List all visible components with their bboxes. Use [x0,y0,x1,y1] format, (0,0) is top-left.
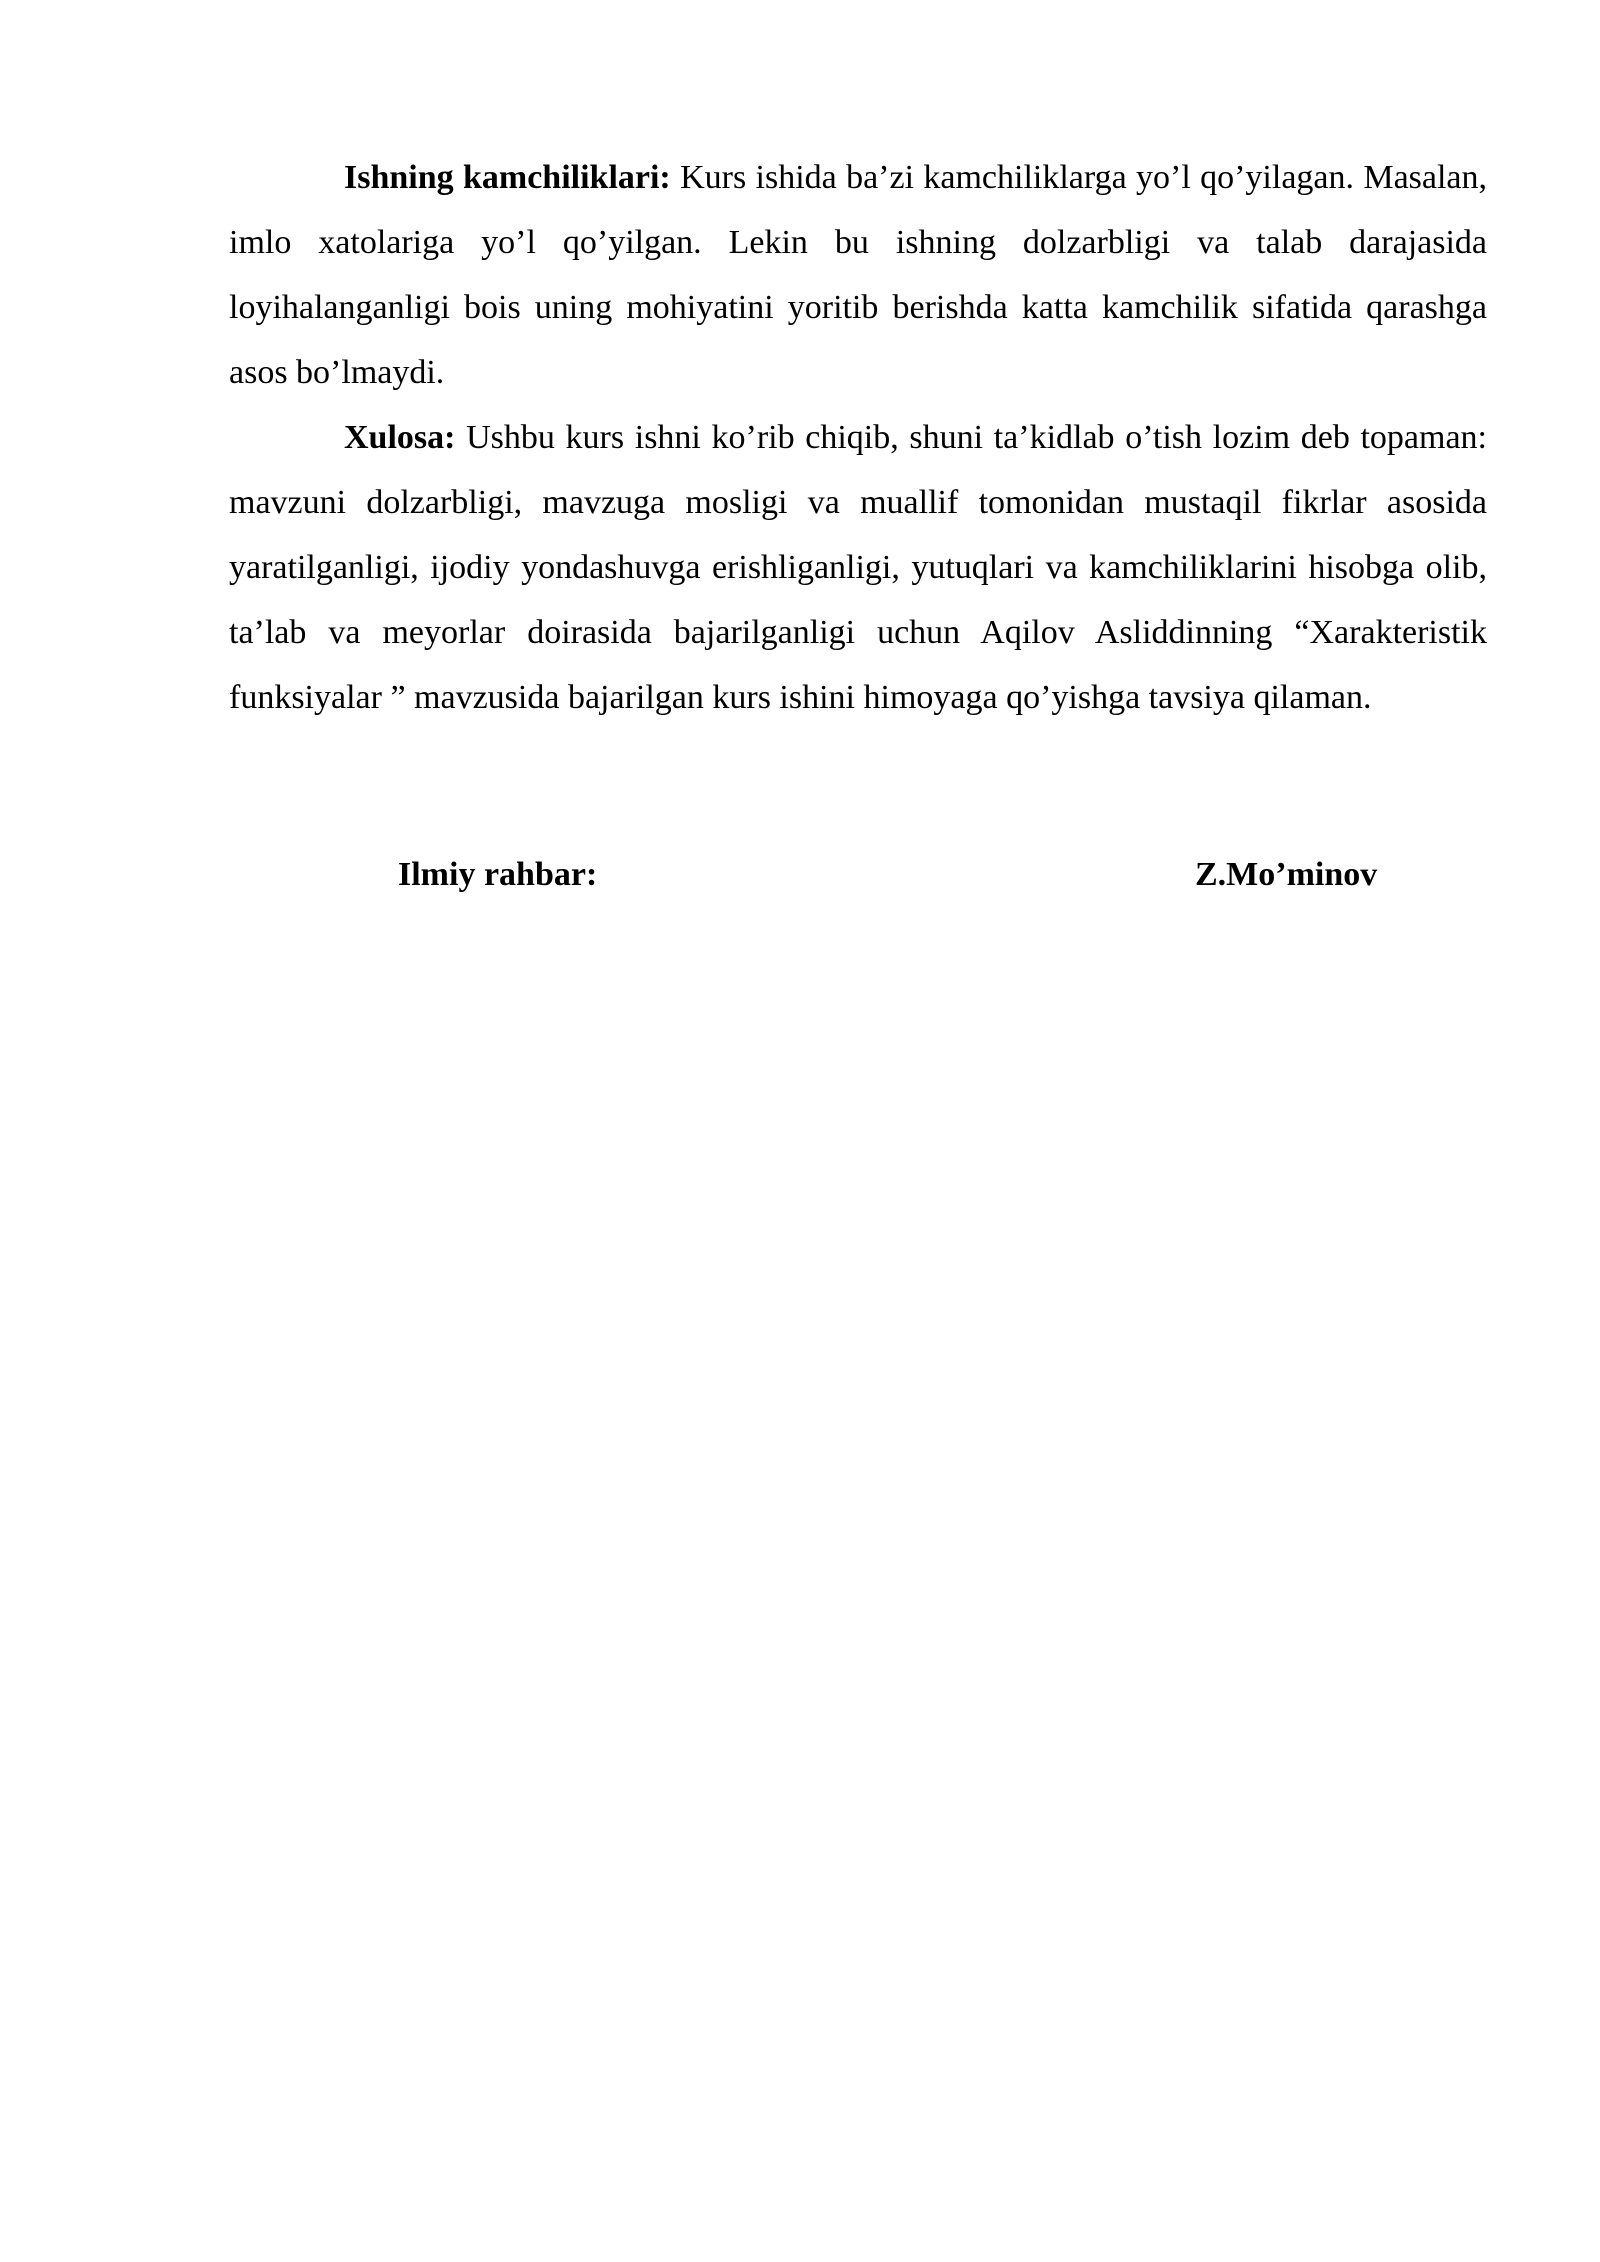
paragraph-shortcomings [229,145,1487,405]
document-body [229,145,1487,730]
supervisor-label: Ilmiy rahbar: [398,856,598,893]
paragraph-shortcomings-heading: Ishning kamchiliklari: [344,159,671,196]
paragraph-shortcomings-text: Kurs ishida ba’zi kamchiliklarga yo’l qo’yilagan. Masalan, imlo xatolariga yo’l qo’yilgan. Lekin bu ishning dolzarbligi va talab darajasida loyihalanganligi bois uning mohiyatini yoritib berishda katta kamchilik sifatida qarashga asos bo’lmaydi. [229,159,1488,391]
paragraph-conclusion-text: Ushbu kurs ishni ko’rib chiqib, shuni ta’kidlab o’tish lozim deb topaman: mavzuni dolzarbligi, mavzuga mosligi va muallif tomonidan mustaqil fikrlar asosida yaratilganligi, ijodiy yondashuvga erishliganligi, yutuqlari va kamchiliklarini hisobga olib, ta’lab va meyorlar doirasida bajarilganligi uchun Aqilov Asliddinning “Xarakteristik funksiyalar ” mavzusida bajarilgan kurs ishini himoyaga qo’yishga tavsiya qilaman. [229,419,1488,716]
signature-block [0,856,1600,926]
paragraph-conclusion [229,405,1487,730]
supervisor-name: Z.Mo’minov [1195,856,1378,893]
paragraph-conclusion-heading: Xulosa: [344,419,456,456]
